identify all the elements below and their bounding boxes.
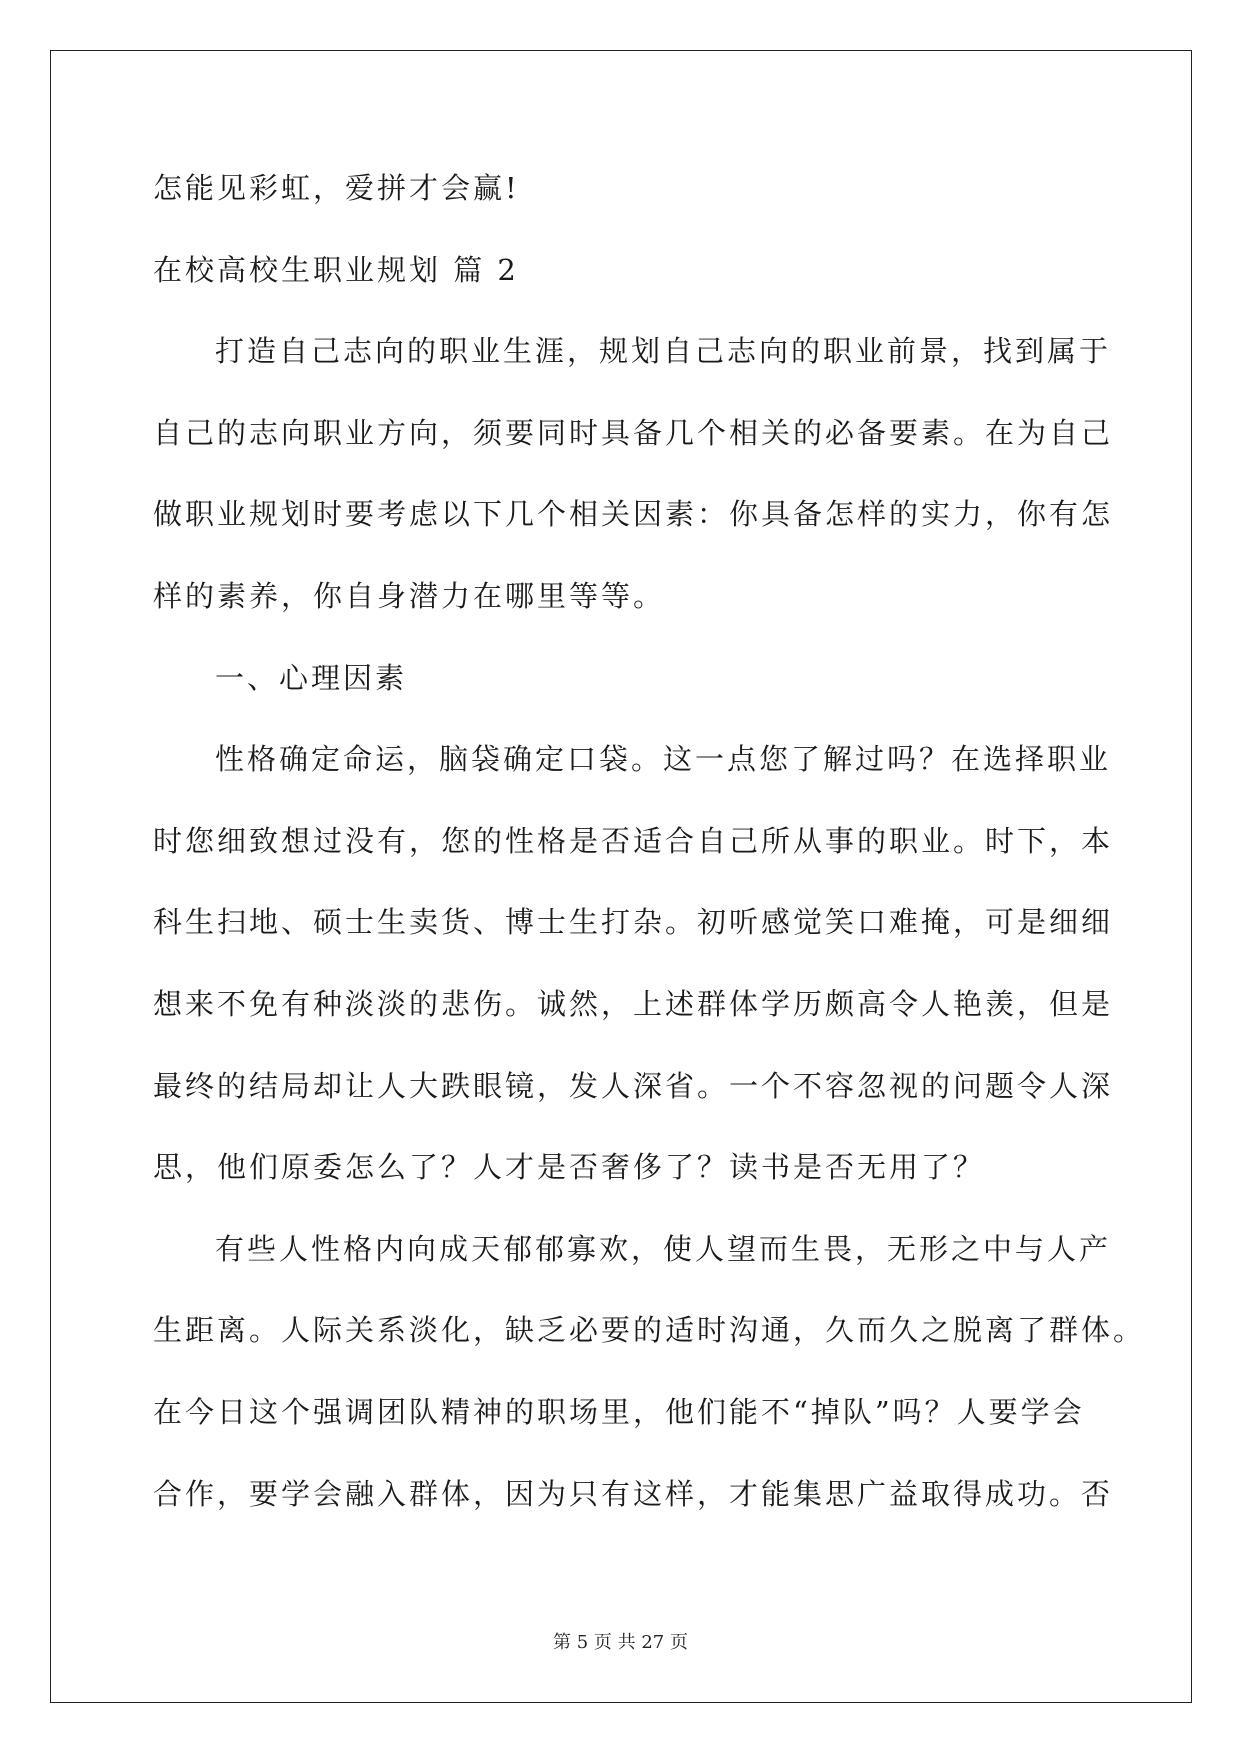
paragraph-line: 最终的结局却让人大跌眼镜，发人深省。一个不容忽视的问题令人深 <box>153 1068 1114 1103</box>
section-heading: 在校高校生职业规划 篇 2 <box>153 252 519 287</box>
subheading: 一、心理因素 <box>215 660 408 695</box>
paragraph-line: 打造自己志向的职业生涯，规划自己志向的职业前景，找到属于 <box>215 334 1112 369</box>
paragraph-line: 性格确定命运，脑袋确定口袋。这一点您了解过吗？在选择职业 <box>215 742 1112 777</box>
paragraph-line: 合作，要学会融入群体，因为只有这样，才能集思广益取得成功。否 <box>153 1476 1114 1511</box>
paragraph-line: 在今日这个强调团队精神的职场里，他们能不“掉队”吗？人要学会 <box>153 1394 1085 1429</box>
page-number-footer: 第 5 页 共 27 页 <box>553 1632 688 1653</box>
paragraph-line: 做职业规划时要考虑以下几个相关因素：你具备怎样的实力，你有怎 <box>153 497 1114 532</box>
paragraph-line: 样的素养，你自身潜力在哪里等等。 <box>153 578 666 613</box>
paragraph-line: 科生扫地、硕士生卖货、博士生打杂。初听感觉笑口难掩，可是细细 <box>153 905 1114 940</box>
paragraph-line: 自己的志向职业方向，须要同时具备几个相关的必备要素。在为自己 <box>153 415 1114 450</box>
paragraph-line: 有些人性格内向成天郁郁寡欢，使人望而生畏，无形之中与人产 <box>215 1231 1112 1266</box>
paragraph-line: 生距离。人际关系淡化，缺乏必要的适时沟通，久而久之脱离了群体。 <box>153 1313 1146 1348</box>
document-body <box>153 168 1146 1555</box>
paragraph-line: 想来不免有种淡淡的悲伤。诚然，上述群体学历颇高令人艳羡，但是 <box>153 986 1114 1021</box>
paragraph-line: 思，他们原委怎么了？人才是否奢侈了？读书是否无用了？ <box>153 1150 986 1185</box>
paragraph-line: 时您细致想过没有，您的性格是否适合自己所从事的职业。时下，本 <box>153 823 1114 858</box>
text-line: 怎能见彩虹，爱拼才会赢! <box>153 171 520 205</box>
